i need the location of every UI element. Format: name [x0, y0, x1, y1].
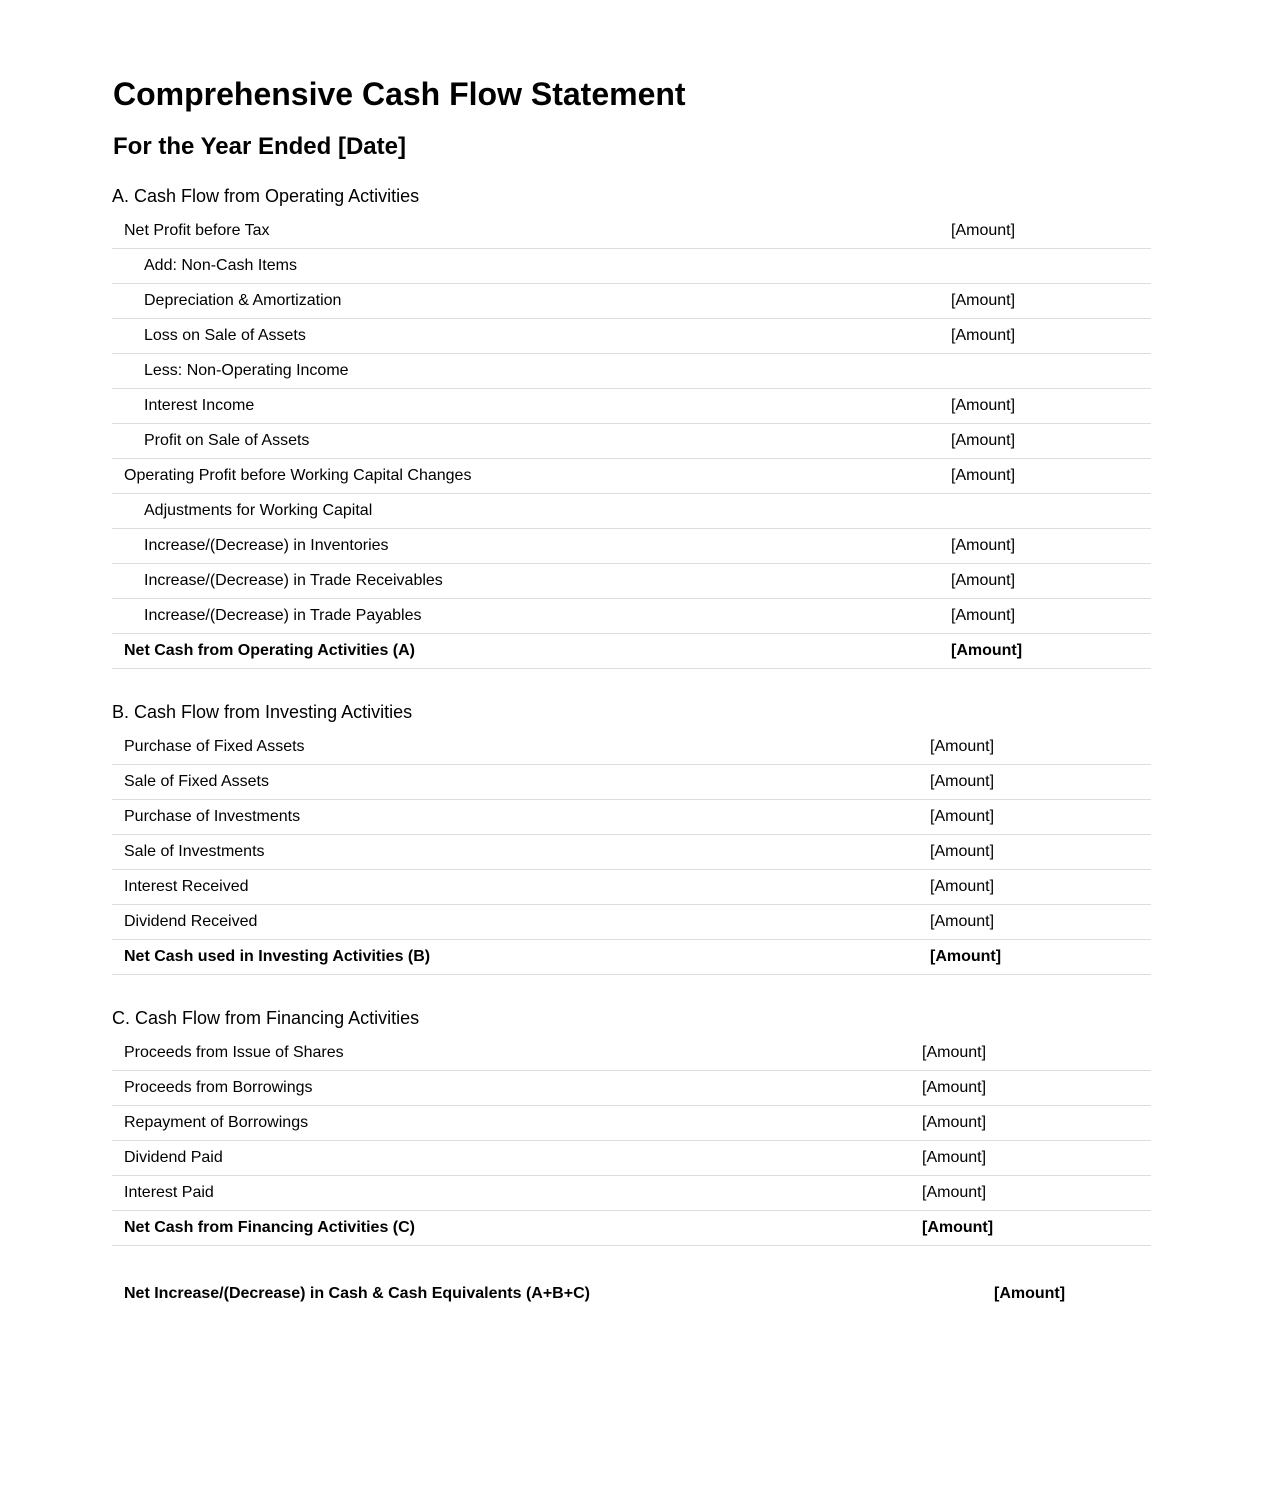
investing-activities-table — [112, 730, 1151, 975]
total-row-financing — [112, 1211, 1151, 1246]
total-label: Net Cash from Financing Activities (C) — [112, 1211, 910, 1246]
row-label: Dividend Received — [112, 905, 918, 940]
row-amount: [Amount] — [939, 529, 1151, 564]
table-row — [112, 835, 1151, 870]
page-title: Comprehensive Cash Flow Statement — [113, 76, 686, 112]
row-label: Purchase of Fixed Assets — [112, 730, 918, 765]
table-row — [112, 494, 1151, 529]
row-amount: [Amount] — [910, 1141, 1151, 1176]
table-row — [112, 1106, 1151, 1141]
row-label: Profit on Sale of Assets — [112, 424, 939, 459]
row-label: Interest Received — [112, 870, 918, 905]
total-label: Net Cash used in Investing Activities (B) — [112, 940, 918, 975]
total-row-investing — [112, 940, 1151, 975]
table-row — [112, 905, 1151, 940]
row-amount: [Amount] — [939, 459, 1151, 494]
row-amount: [Amount] — [939, 319, 1151, 354]
row-amount: [Amount] — [918, 905, 1151, 940]
table-row — [112, 1141, 1151, 1176]
table-row — [112, 354, 1151, 389]
row-amount: [Amount] — [910, 1106, 1151, 1141]
net-change-label: Net Increase/(Decrease) in Cash & Cash Equivalents (A+B+C) — [124, 1285, 590, 1302]
row-amount: [Amount] — [910, 1036, 1151, 1071]
row-amount: [Amount] — [910, 1071, 1151, 1106]
table-row — [112, 284, 1151, 319]
row-amount: [Amount] — [918, 730, 1151, 765]
row-label: Repayment of Borrowings — [112, 1106, 910, 1141]
row-label: Operating Profit before Working Capital Changes — [112, 459, 939, 494]
row-label: Increase/(Decrease) in Inventories — [112, 529, 939, 564]
table-row — [112, 389, 1151, 424]
row-label: Interest Income — [112, 389, 939, 424]
section-title-financing: C. Cash Flow from Financing Activities — [112, 1008, 420, 1028]
row-label: Proceeds from Borrowings — [112, 1071, 910, 1106]
table-row — [112, 249, 1151, 284]
total-amount: [Amount] — [918, 940, 1151, 975]
table-row — [112, 730, 1151, 765]
row-amount — [939, 354, 1151, 389]
row-amount: [Amount] — [918, 835, 1151, 870]
financing-activities-table — [112, 1036, 1151, 1246]
section-title-investing: B. Cash Flow from Investing Activities — [112, 702, 413, 722]
row-label: Increase/(Decrease) in Trade Receivables — [112, 564, 939, 599]
row-label: Proceeds from Issue of Shares — [112, 1036, 910, 1071]
row-amount: [Amount] — [918, 800, 1151, 835]
total-label: Net Cash from Operating Activities (A) — [112, 634, 939, 669]
table-row — [112, 214, 1151, 249]
row-label: Purchase of Investments — [112, 800, 918, 835]
table-row — [112, 765, 1151, 800]
total-row-operating — [112, 634, 1151, 669]
total-amount: [Amount] — [939, 634, 1151, 669]
row-label: Increase/(Decrease) in Trade Payables — [112, 599, 939, 634]
row-label: Net Profit before Tax — [112, 214, 939, 249]
row-amount: [Amount] — [939, 214, 1151, 249]
table-row — [112, 564, 1151, 599]
row-label: Sale of Fixed Assets — [112, 765, 918, 800]
row-label: Less: Non-Operating Income — [112, 354, 939, 389]
table-row — [112, 319, 1151, 354]
table-row — [112, 599, 1151, 634]
operating-activities-table — [112, 214, 1151, 669]
table-row — [112, 529, 1151, 564]
table-row — [112, 870, 1151, 905]
table-row — [112, 1176, 1151, 1211]
row-amount: [Amount] — [918, 870, 1151, 905]
table-row — [112, 800, 1151, 835]
table-row — [112, 424, 1151, 459]
row-label: Dividend Paid — [112, 1141, 910, 1176]
table-row — [112, 1071, 1151, 1106]
row-label: Sale of Investments — [112, 835, 918, 870]
row-amount: [Amount] — [939, 564, 1151, 599]
row-amount: [Amount] — [939, 389, 1151, 424]
row-label: Interest Paid — [112, 1176, 910, 1211]
row-amount: [Amount] — [939, 599, 1151, 634]
row-amount: [Amount] — [939, 424, 1151, 459]
net-change-amount: [Amount] — [994, 1285, 1066, 1302]
row-amount: [Amount] — [939, 284, 1151, 319]
row-amount: [Amount] — [910, 1176, 1151, 1211]
row-label: Add: Non-Cash Items — [112, 249, 939, 284]
section-title-operating: A. Cash Flow from Operating Activities — [112, 186, 420, 206]
table-row — [112, 1036, 1151, 1071]
row-label: Loss on Sale of Assets — [112, 319, 939, 354]
total-amount: [Amount] — [910, 1211, 1151, 1246]
row-amount — [939, 494, 1151, 529]
table-row — [112, 459, 1151, 494]
row-amount: [Amount] — [918, 765, 1151, 800]
row-label: Adjustments for Working Capital — [112, 494, 939, 529]
row-label: Depreciation & Amortization — [112, 284, 939, 319]
row-amount — [939, 249, 1151, 284]
page-subtitle: For the Year Ended [Date] — [113, 133, 406, 160]
